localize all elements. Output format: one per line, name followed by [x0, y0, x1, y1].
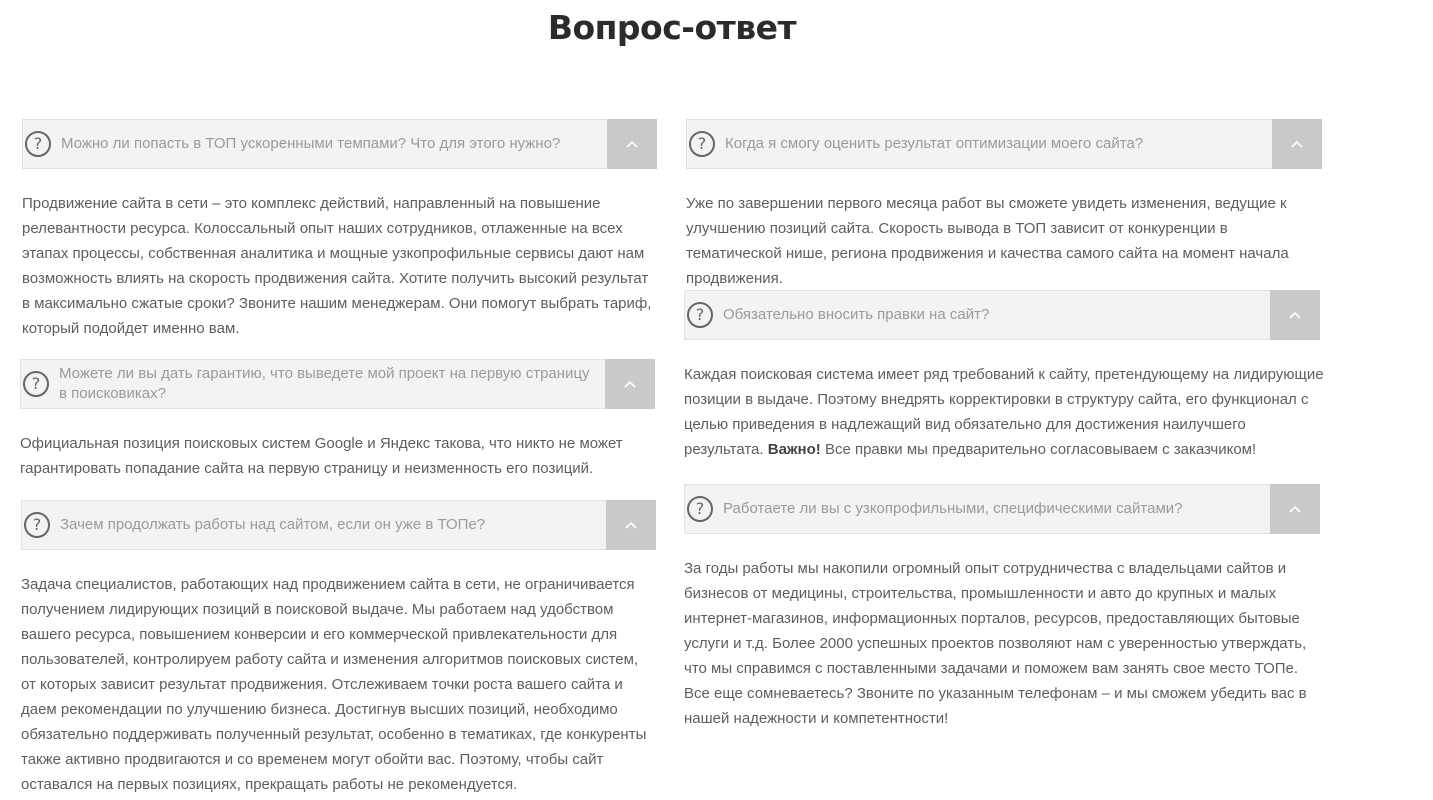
question-circle-icon: ? [24, 512, 50, 538]
faq-question-header[interactable] [686, 119, 1322, 169]
question-circle-icon: ? [687, 496, 713, 522]
faq-question-header[interactable] [684, 484, 1320, 534]
faq-answer-text: Уже по завершении первого месяца работ вы сможете увидеть изменения, ведущие к улучшению позиций сайта. Скорость вывода в ТОП зависит от конкуренции в тематической нише, региона продвижения и качества самого сайта на момент начала продвижения. [686, 195, 1289, 287]
chevron-up-icon [626, 140, 638, 148]
faq-answer-part: Каждая поисковая система имеет ряд требований к сайту, претендующему на лидирующие позиции в выдаче. Поэтому внедрять корректировки в структуру сайта, его функционал с целью приведения в надлежащий вид обязательно для достижения наилучшего результата. [684, 366, 1324, 458]
chevron-up-icon [624, 380, 636, 388]
faq-question-header[interactable] [21, 500, 656, 550]
faq-answer-text: Продвижение сайта в сети – это комплекс действий, направленный на повышение релевантности ресурса. Колоссальный опыт наших сотрудников, отлаженные на всех этапах процессы, собственная аналитика и мощные узкопрофильные сервисы дают нам возможность влиять на скорость продвижения сайта. Хотите получить высокий результат в максимально сжатые сроки? Звоните нашим менеджерам. Они помогут выбрать тариф, который подойдет именно вам. [22, 195, 652, 337]
faq-toggle-button[interactable] [1272, 119, 1322, 169]
faq-answer-emphasis: Важно! [767, 441, 821, 458]
faq-answer-part: Все правки мы предварительно согласовываем с заказчиком! [824, 441, 1257, 458]
faq-question-text: Можно ли попасть в ТОП ускоренными темпами? Что для этого нужно? [61, 135, 561, 152]
chevron-up-icon [1289, 505, 1301, 513]
faq-answer-text [684, 362, 1324, 462]
faq-toggle-button[interactable] [606, 500, 656, 550]
faq-toggle-button[interactable] [1270, 290, 1320, 340]
chevron-up-icon [625, 521, 637, 529]
faq-question-text: Можете ли вы дать гарантию, что выведете мой проект на первую страницу в поисковиках? [59, 365, 590, 402]
question-circle-icon: ? [25, 131, 51, 157]
chevron-up-icon [1291, 140, 1303, 148]
faq-toggle-button[interactable] [605, 359, 655, 409]
faq-question-text: Работаете ли вы с узкопрофильными, специфическими сайтами? [723, 500, 1183, 517]
faq-question-text: Зачем продолжать работы над сайтом, если он уже в ТОПе? [60, 516, 486, 533]
faq-toggle-button[interactable] [607, 119, 657, 169]
faq-answer-text: Официальная позиция поисковых систем Google и Яндекс такова, что никто не может гарантировать попадание сайта на первую страницу и неизменность его позиций. [20, 435, 623, 477]
question-circle-icon: ? [687, 302, 713, 328]
faq-answer-text: За годы работы мы накопили огромный опыт сотрудничества с владельцами сайтов и бизнесов от медицины, строительства, промышленности и авто до крупных и малых интернет-магазинов, информационных порталов, ресурсов, предоставляющих бытовые услуги и т.д. Более 2000 успешных проектов позволяют нам с уверенностью утверждать, что мы справимся с поставленными задачами и поможем вам занять свое место ТОПе. Все еще сомневаетесь? Звоните по указанным телефонам – и мы сможем убедить вас в нашей надежности и компетентности! [684, 560, 1307, 727]
faq-question-header[interactable] [22, 119, 657, 169]
page-title: Вопрос-ответ [547, 8, 797, 47]
faq-question-header[interactable] [684, 290, 1320, 340]
faq-answer-text: Задача специалистов, работающих над продвижением сайта в сети, не ограничивается получением лидирующих позиций в поисковой выдаче. Мы работаем над удобством вашего ресурса, повышением конверсии и его коммерческой привлекательности для пользователей, контролируем работу сайта и изменения алгоритмов поисковых систем, от которых зависит результат продвижения. Отслеживаем точки роста вашего сайта и даем рекомендации по улучшению бизнеса. Достигнув высших позиций, необходимо обязательно поддерживать полученный результат, особенно в тематиках, где конкуренты также активно продвигаются и со временем могут обойти вас. Поэтому, чтобы сайт оставался на первых позициях, прекращать работы не рекомендуется. [21, 576, 647, 793]
faq-question-header[interactable] [20, 359, 655, 409]
faq-toggle-button[interactable] [1270, 484, 1320, 534]
chevron-up-icon [1289, 311, 1301, 319]
question-circle-icon: ? [23, 371, 49, 397]
faq-question-text: Когда я смогу оценить результат оптимизации моего сайта? [725, 135, 1144, 152]
question-circle-icon: ? [689, 131, 715, 157]
faq-question-text: Обязательно вносить правки на сайт? [723, 306, 990, 323]
